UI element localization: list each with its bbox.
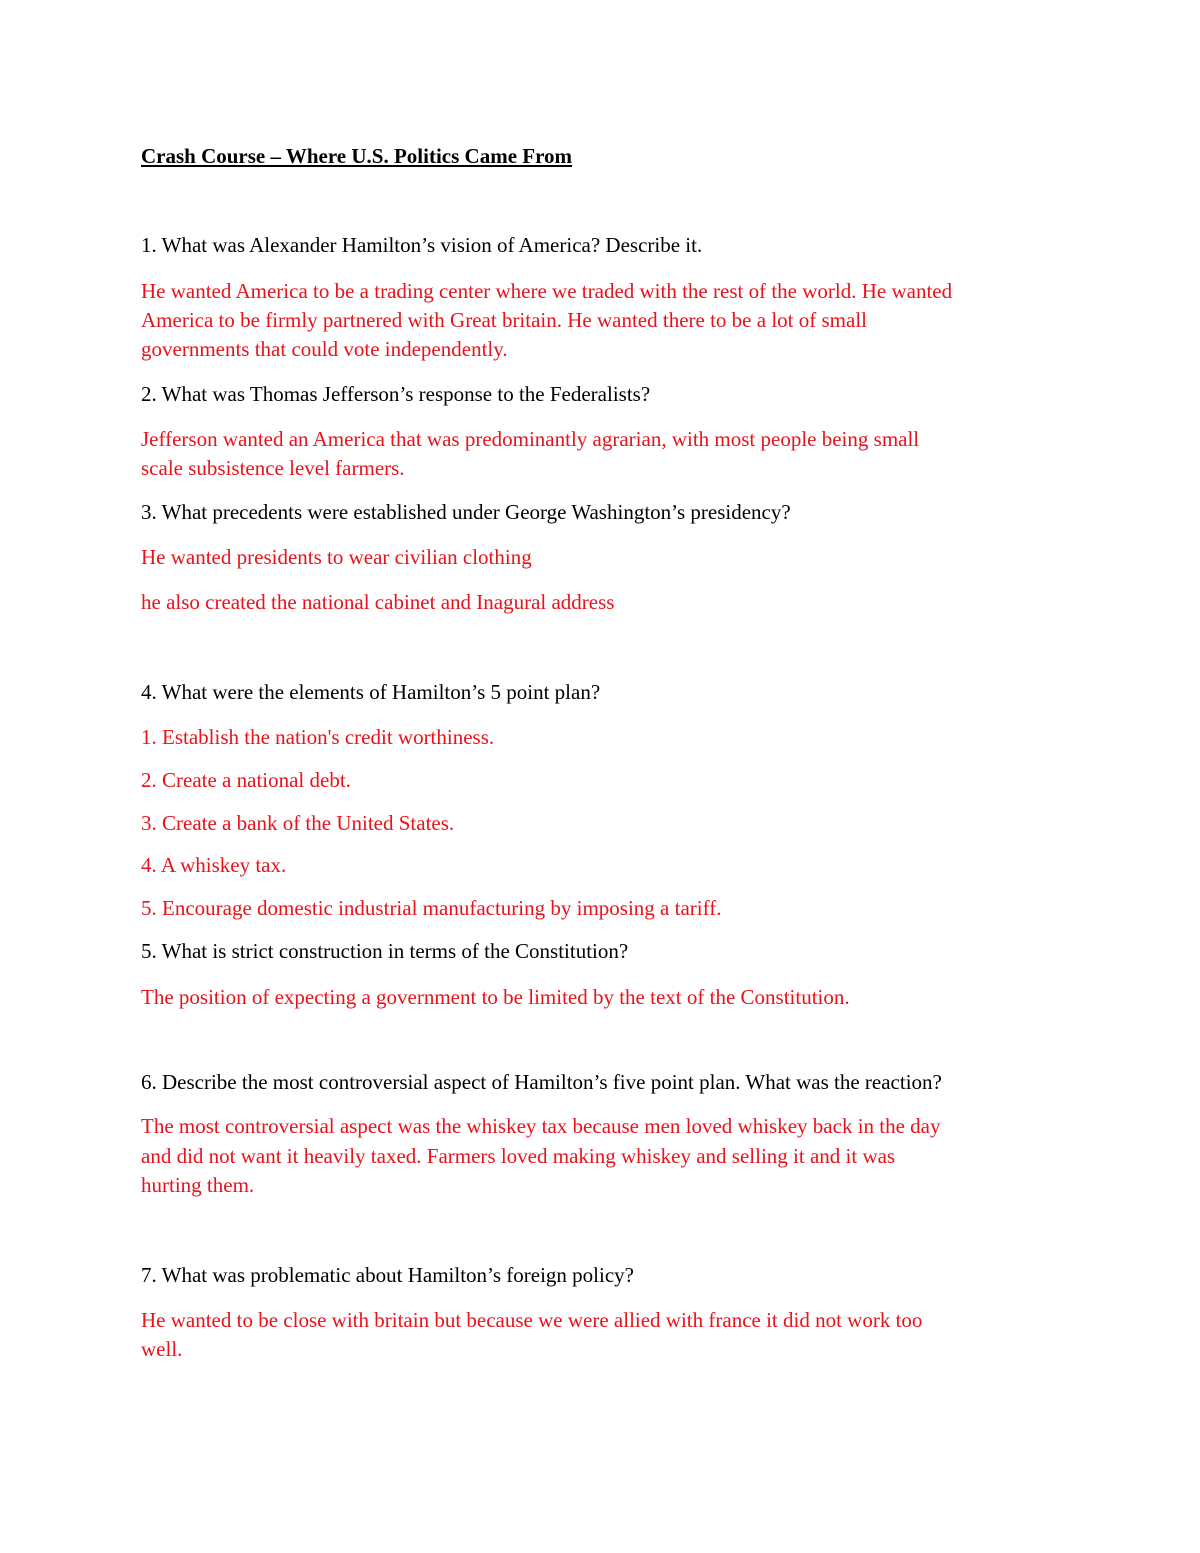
answer-4-item-4: 4. A whiskey tax. (141, 853, 287, 877)
question-5: 5. What is strict construction in terms of the Constitution? (141, 939, 629, 963)
question-4: 4. What were the elements of Hamilton’s 5 point plan? (141, 680, 601, 704)
question-3: 3. What precedents were established under George Washington’s presidency? (141, 500, 791, 524)
answer-4-item-3: 3. Create a bank of the United States. (141, 811, 455, 835)
answer-1-line-2: America to be firmly partnered with Great britain. He wanted there to be a lot of small (141, 308, 867, 332)
answer-4-item-1: 1. Establish the nation's credit worthiness. (141, 725, 495, 749)
answer-2-line-2: scale subsistence level farmers. (141, 456, 405, 480)
answer-1-line-1: He wanted America to be a trading center where we traded with the rest of the world. He wanted (141, 279, 953, 303)
answer-4-item-2: 2. Create a national debt. (141, 768, 351, 792)
question-6: 6. Describe the most controversial aspect of Hamilton’s five point plan. What was the reaction? (141, 1070, 942, 1094)
question-2: 2. What was Thomas Jefferson’s response to the Federalists? (141, 382, 651, 406)
question-7: 7. What was problematic about Hamilton’s foreign policy? (141, 1263, 634, 1287)
document-title: Crash Course – Where U.S. Politics Came From (141, 144, 573, 168)
answer-6-line-3: hurting them. (141, 1173, 255, 1197)
answer-3-line-1: He wanted presidents to wear civilian clothing (141, 545, 532, 569)
answer-5-line-1: The position of expecting a government to be limited by the text of the Constitution. (141, 985, 850, 1009)
answer-6-line-1: The most controversial aspect was the whiskey tax because men loved whiskey back in the day (141, 1114, 941, 1138)
answer-4-item-5: 5. Encourage domestic industrial manufacturing by imposing a tariff. (141, 896, 722, 920)
answer-7-line-2: well. (141, 1337, 183, 1361)
answer-3-line-2: he also created the national cabinet and Inagural address (141, 590, 615, 614)
question-1: 1. What was Alexander Hamilton’s vision of America? Describe it. (141, 233, 703, 257)
answer-6-line-2: and did not want it heavily taxed. Farmers loved making whiskey and selling it and it was (141, 1144, 896, 1168)
answer-2-line-1: Jefferson wanted an America that was predominantly agrarian, with most people being small (141, 427, 920, 451)
answer-1-line-3: governments that could vote independently. (141, 337, 508, 361)
answer-7-line-1: He wanted to be close with britain but because we were allied with france it did not work too (141, 1308, 923, 1332)
